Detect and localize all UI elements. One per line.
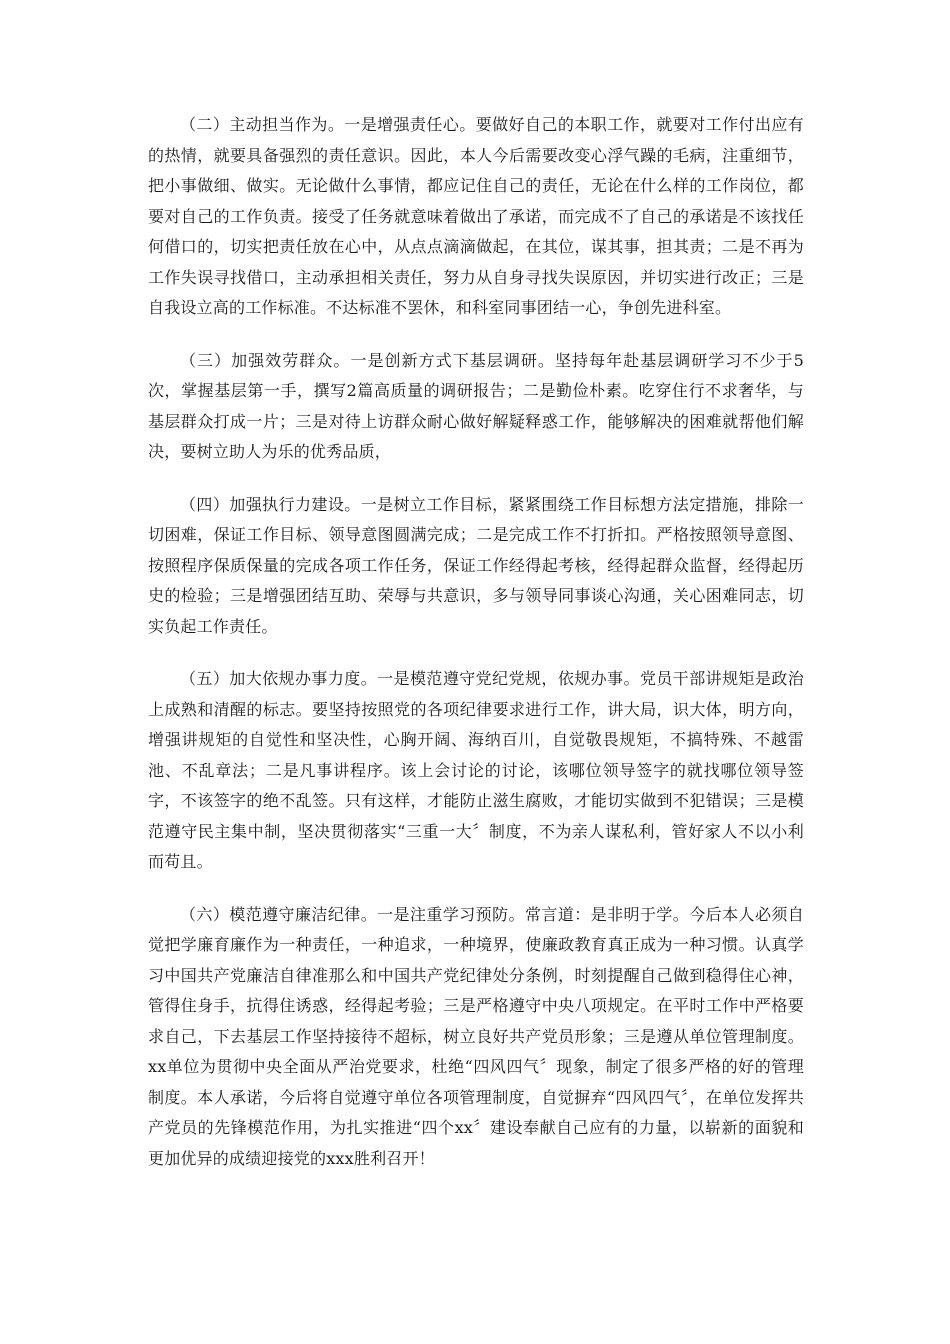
paragraph-section-2: （二）主动担当作为。一是增强责任心。要做好自己的本职工作，就要对工作付出应有的热情，就要具备强烈的责任意识。因此，本人今后需要改变心浮气躁的毛病，注重细节，把小事做细、做实。无论做什么事情，都应记住自己的责任，无论在什么样的工作岗位，都要对自己的工作负责。接受了任务就意味着做出了承诺，而完成不了自己的承诺是不该找任何借口的，切实把责任放在心中，从点点滴滴做起，在其位，谋其事，担其责；二是不再为工作失误寻找借口，主动承担相关责任，努力从自身寻找失误原因，并切实进行改正；三是自我设立高的工作标准。不达标准不罢休，和科室同事团结一心，争创先进科室。 <box>148 115 804 317</box>
paragraph-section-3: （三）加强效劳群众。一是创新方式下基层调研。坚持每年赴基层调研学习不少于5次，掌握基层第一手，撰写2篇高质量的调研报告；二是勤俭朴素。吃穿住行不求奢华，与基层群众打成一片；三是对待上访群众耐心做好解疑释惑工作，能够解决的困难就帮他们解决，要树立助人为乐的优秀品质， <box>148 350 804 461</box>
document-body <box>148 110 804 1196</box>
paragraph-section-6: （六）模范遵守廉洁纪律。一是注重学习预防。常言道：是非明于学。今后本人必须自觉把学廉育廉作为一种责任，一种追求，一种境界，使廉政教育真正成为一种习惯。认真学习中国共产党廉洁自律准那么和中国共产党纪律处分条例，时刻提醒自己做到稳得住心神，管得住身手，抗得住诱惑，经得起考验；三是严格遵守中央八项规定。在平时工作中严格要求自己，下去基层工作坚持接待不超标，树立良好共产党员形象；三是遵从单位管理制度。xx单位为贯彻中央全面从严治党要求，杜绝“四风四气〞现象，制定了很多严格的好的管理制度。本人承诺，今后将自觉遵守单位各项管理制度，自觉摒弃“四风四气〞，在单位发挥共产党员的先锋模范作用，为扎实推进“四个xx〞建设奉献自己应有的力量，以崭新的面貌和更加优异的成绩迎接党的xxx胜利召开！ <box>148 904 804 1168</box>
paragraph-section-5: （五）加大依规办事力度。一是模范遵守党纪党规，依规办事。党员干部讲规矩是政治上成熟和清醒的标志。要坚持按照党的各项纪律要求进行工作，讲大局，识大体，明方向，增强讲规矩的自觉性和坚决性，心胸开阔、海纳百川，自觉敬畏规矩，不搞特殊、不越雷池、不乱章法；二是凡事讲程序。该上会讨论的讨论，该哪位领导签字的就找哪位领导签字，不该签字的绝不乱签。只有这样，才能防止滋生腐败，才能切实做到不犯错误；三是模范遵守民主集中制，坚决贯彻落实“三重一大〞制度，不为亲人谋私利，管好家人不以小利而苟且。 <box>148 669 804 871</box>
paragraph-section-4: （四）加强执行力建设。一是树立工作目标，紧紧围绕工作目标想方法定措施，排除一切困难，保证工作目标、领导意图圆满完成；二是完成工作不打折扣。严格按照领导意图、按照程序保质保量的完成各项工作任务，保证工作经得起考核，经得起群众监督，经得起历史的检验；三是增强团结互助、荣辱与共意识，多与领导同事谈心沟通，关心困难同志，切实负起工作责任。 <box>148 494 804 636</box>
